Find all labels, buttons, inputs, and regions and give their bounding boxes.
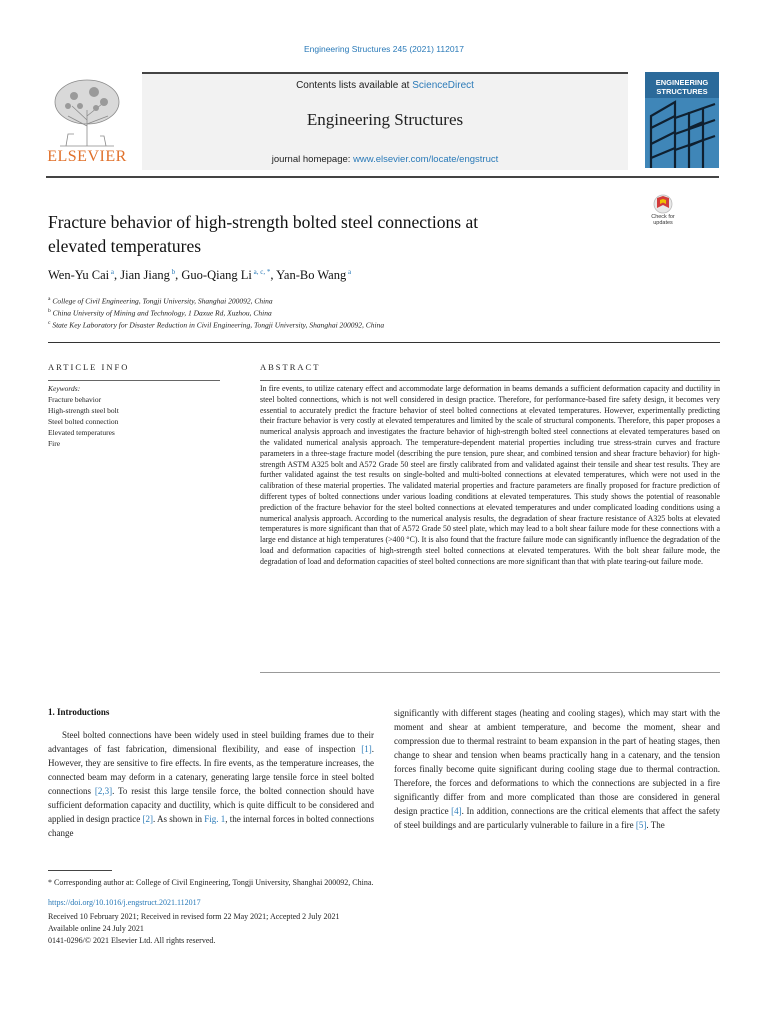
author-affil-marker[interactable]: a — [110, 268, 114, 276]
body-text: significantly with different stages (heating and cooling stages), which may start with the moment and shear at ambient temperature, and become the moment, shear and compression due to thermal restraint to beam expansion in the part of heating stages, then change to shear and tension when beams practically hang in a catenary, and the tension forces finally become quite significant during cooling stage due to thermal contraction. Therefore, the forces and deformations to which the connections are subjected in a fire significantly differ from and more complicated than those are considered in general design practice — [394, 708, 720, 816]
author-list — [48, 268, 648, 283]
paper-title — [48, 210, 608, 258]
paper-title-line1: Fracture behavior of high-strength bolted steel connections at — [48, 212, 479, 232]
keywords-label: Keywords: — [48, 384, 81, 393]
body-text: Steel bolted connections have been widely used in steel building frames due to their advantages of fast fabrication, dimensional flexibility, and ease of inspection — [48, 730, 374, 754]
elsevier-logo[interactable] — [46, 72, 128, 168]
affiliation-marker: c — [48, 320, 51, 326]
doi-link[interactable]: https://doi.org/10.1016/j.engstruct.2021.112017 — [48, 898, 201, 907]
body-text: . The — [646, 820, 665, 830]
section-heading-introductions: 1. Introductions — [48, 707, 110, 717]
abstract-text: In fire events, to utilize catenary effect and accommodate large deformation in beams demands a sufficient deformation capacity and ductility in steel bolted connections, which is not well considered in design practice. Therefore, for performance-based fire safety design, it becomes very essential to accurately predict the fracture behavior of steel bolted connections at elevated temperatures. However, experimentally predicting their fracture behavior is very costly at elevated temperatures and limited by the scale of structural components. Therefore, this paper proposes a numerical analysis approach and investigates the fracture behavior of high-strength bolted steel connections at elevated temperatures based on the validated numerical analysis approach. The temperature-dependent material properties including true stress-strain curves and fracture parameters in a three-stage fracture model (describing the pure tension, pure shear, and combined tension and shear fracture behavior) for high-strength ASTM A325 bolt and A572 Grade 50 steel are firstly calibrated from and validated against their tensile and shear test results. They are further validated against the test results on single-bolted and multi-bolted connections at elevated temperatures, which were not used in the calibration of these material properties. The validated material properties and fracture parameters are finally proposed for fracture prediction of different types of bolted connections under various loading conditions at elevated temperatures. This study shows the potential of reasonable prediction of the fracture behavior for the steel bolted connections at elevated temperatures and under complicated loading conditions using a numerical analysis approach. According to the numerical analysis results, the degradation of shear fracture resistance of A325 bolts at elevated temperatures is more significant than that of A572 Grade 50 steel plate, which may lead to a bolt shear failure mode for these connections with a large end distance at high temperatures (>400 °C). It is also found that the fracture failure mode can significantly influence the degradation of the load and deformation capacities of high-strength steel bolted connections at elevated temperatures. With the bolt shear failure mode, the degradation of load and deformation capacities of steel bolted connections are more significant than that with plate tearing-out failure mode. — [260, 384, 720, 566]
journal-cover-image[interactable] — [645, 72, 719, 168]
sciencedirect-link[interactable]: ScienceDirect — [412, 80, 474, 91]
author-separator: , — [114, 268, 121, 283]
article-info-heading: ARTICLE INFO — [48, 362, 130, 372]
check-updates-label — [640, 214, 686, 226]
paper-title-line2: elevated temperatures — [48, 236, 202, 256]
article-info-rule — [48, 380, 220, 381]
reference-link[interactable]: [4] — [451, 806, 462, 816]
affiliation — [48, 320, 648, 330]
homepage-prefix: journal homepage: — [271, 154, 354, 165]
reference-link[interactable]: [2] — [142, 814, 153, 824]
author-separator: , — [270, 268, 277, 283]
check-updates-line2: updates — [653, 220, 673, 226]
footnote-rule — [48, 870, 112, 871]
keyword-item: Elevated temperatures — [48, 428, 115, 437]
abstract-heading: ABSTRACT — [260, 362, 321, 372]
cover-title-line1: ENGINEERING — [655, 78, 709, 87]
affiliation-marker: b — [48, 308, 51, 314]
corresponding-author-note: * Corresponding author at: College of Civil Engineering, Tongji University, Shanghai 200092, China. — [48, 878, 374, 887]
author-name[interactable]: Guo-Qiang Li — [181, 268, 252, 283]
section-divider — [48, 342, 720, 343]
abstract-rule — [260, 380, 720, 381]
check-for-updates-badge[interactable] — [646, 194, 680, 228]
copyright-notice: 0141-0296/© 2021 Elsevier Ltd. All rights reserved. — [48, 936, 216, 945]
journal-header — [142, 72, 628, 170]
cover-structure-graphic — [645, 98, 719, 168]
body-text: , the internal forces in bolted connections change — [48, 814, 375, 838]
abstract-bottom-rule — [260, 672, 720, 673]
elsevier-wordmark: ELSEVIER — [47, 148, 127, 165]
affiliation-text: China University of Mining and Technology, 1 Daxue Rd, Xuzhou, China — [52, 308, 272, 318]
cover-title-line2: STRUCTURES — [656, 87, 708, 96]
affiliation-text: State Key Laboratory for Disaster Reduction in Civil Engineering, Tongji University, Shanghai 200092, China — [52, 320, 385, 330]
journal-citation-link[interactable]: Engineering Structures 245 (2021) 112017 — [303, 44, 465, 54]
author-name[interactable]: Jian Jiang — [120, 268, 170, 283]
affiliation-text: College of Civil Engineering, Tongji University, Shanghai 200092, China — [52, 296, 273, 306]
author-name[interactable]: Yan-Bo Wang — [276, 268, 347, 283]
journal-homepage-link[interactable]: www.elsevier.com/locate/engstruct — [353, 154, 499, 165]
header-rule — [46, 176, 719, 178]
affiliation-marker: a — [48, 296, 51, 302]
check-updates-line1: Check for — [651, 214, 675, 220]
body-column-right — [394, 706, 720, 832]
affiliation — [48, 296, 648, 306]
body-text: . To resist this large tensile force, the bolted connection should have sufficient deformation capacity and ductility, which is quite difficult to be considered and applied in design practice — [48, 786, 374, 824]
keyword-item: High-strength steel bolt — [48, 406, 119, 415]
author-separator: , — [175, 268, 182, 283]
body-text: . However, they are sensitive to fire effects. In fire events, as the temperature increases, the connected beam may deform in a catenary, generating large tensile force in steel bolted connections — [48, 744, 374, 796]
keyword-item: Fire — [48, 439, 61, 448]
body-text: . In addition, connections are the critical elements that affect the safety of steel buildings and are particularly vulnerable to failure in a fire — [394, 806, 720, 830]
body-column-left — [48, 728, 374, 840]
reference-link[interactable]: [5] — [635, 820, 647, 830]
author-affil-marker[interactable]: b — [171, 268, 176, 276]
affiliation — [48, 308, 648, 318]
body-text: . As shown in — [152, 814, 205, 824]
contents-prefix: Contents lists available at — [296, 80, 413, 91]
author-name[interactable]: Wen-Yu Cai — [48, 268, 110, 283]
journal-title: Engineering Structures — [306, 110, 464, 129]
received-dates: Received 10 February 2021; Received in revised form 22 May 2021; Accepted 2 July 2021 — [48, 912, 340, 921]
reference-link[interactable]: [2,3] — [94, 786, 113, 796]
cover-title — [647, 78, 717, 96]
contents-line — [142, 80, 628, 91]
author-affil-marker[interactable]: a — [347, 268, 352, 276]
figure-link[interactable]: Fig. 1 — [204, 814, 226, 824]
elsevier-tree-icon — [50, 76, 124, 148]
keyword-item: Steel bolted connection — [48, 417, 119, 426]
author-affil-marker[interactable]: a, c, * — [253, 268, 271, 276]
check-updates-icon — [646, 194, 680, 214]
homepage-line — [142, 154, 628, 165]
available-online-date: Available online 24 July 2021 — [48, 924, 144, 933]
keyword-item: Fracture behavior — [48, 395, 102, 404]
reference-link[interactable]: [1] — [361, 744, 372, 754]
